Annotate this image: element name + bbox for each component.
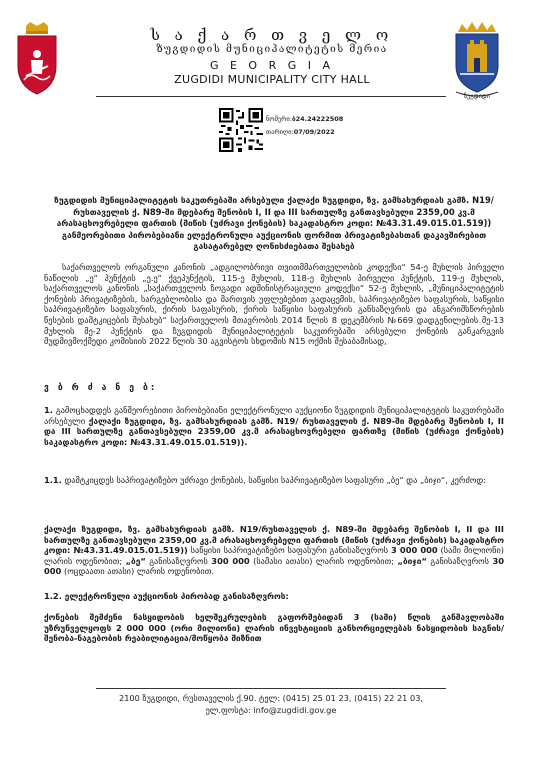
deposit-label: „ბე“: [125, 555, 146, 566]
coat-caption: ზუგდიდი: [464, 93, 490, 100]
item-1-2-text: ქონების შემძენი ნასყიდობის ხელშეკრულების გაფორმებიდან 3 (სამი) წლის განმავლობაში უზრუნველყოფს 2 000 000 (ორი მილიონი) ლარის ინვესტიციის განხორციელებას ნასყიდობის საგნის/შენობა-ნაგებობის რეაბილიტაცია/მოწყობა მიზნით: [44, 612, 504, 644]
footer-email: ელ.ფოსტა: info@zugdidi.gov.ge: [205, 705, 337, 715]
item-1-paragraph: [44, 405, 504, 447]
header-georgian-office: ზუგდიდის მუნიციპალიტეტის მერია: [156, 44, 388, 55]
header-divider: [96, 96, 446, 97]
footer-divider: [96, 688, 446, 689]
document-meta: [266, 113, 343, 139]
step-amount: 30 000: [44, 555, 504, 577]
detail-text-2: (სამი მილიონი) ლარის ოდენობით;: [44, 545, 504, 566]
start-price: 3 000 000: [391, 545, 438, 556]
item-1-lead: გამოცხადდეს განმეორებითი პირობებიანი ელექტრონული აუქციონი ზუგდიდის მუნიციპალიტეტის საკუთრებაში არსებული: [44, 405, 504, 426]
resolve-heading: ვ ბ რ ძ ა ნ ე ბ:: [44, 383, 158, 393]
document-number: [266, 113, 343, 126]
detail-text-3: განისაზღვროს: [145, 555, 212, 566]
document-date-label: თარიღი:: [266, 128, 294, 136]
document-number-label: ნომერი:: [266, 115, 292, 123]
document-date-value: 07/09/2022: [293, 128, 335, 136]
item-1-2-heading: 1.2. ელექტრონული აუქციონის პირობად განისაზღვროს:: [44, 591, 289, 601]
item-1-1-number: 1.1.: [44, 475, 62, 485]
order-title: ზუგდიდის მუნიციპალიტეტის საკუთრებაში არსებული ქალაქი ზუგდიდი, ზვ. გამსახურდიას გამზ. N19/რუსთაველის ქ. N89-ში მდებარე შენობის I, II და III სართულზე განთავსებული 2359,00 კვ.მ არასაცხოვრებელი ფართის (მიწის (უძრავი ქონების) საკადასტრო კოდი: №43.31.49.015.01.519)) განმეორებითი პირობებიანი ელექტრონული აუქციონის ფორმით პრივატიზებასთან დაკავშირებით გასატარებელ ღონისძიებათა შესახებ: [54, 195, 494, 251]
item-1-1-paragraph: [44, 475, 504, 486]
header-georgian-country: ს ა ქ ა რ თ ვ ე ლ ო: [150, 26, 394, 44]
document-date: [266, 126, 343, 139]
intro-paragraph: საქართველოს ორგანული კანონის „ადგილობრივი თვითმმართველობის კოდექსი“ 54-ე მუხლის პირველი ნაწილის „ე“ პუნქტის „ე.ე“ ქვეპუნქტის, 115-ე მუხლის, 118-ე მუხლის პირველი პუნქტის, 119-ე მუხლის, საქართველოს კანონის „საქართველოს ზოგადი ადმინისტრაციული კოდექსი“ 52-ე მუხლის, „მუნიციპალიტეტის ქონების პრივატიზების, სარგებლობისა და მართვის უფლებებით გადაცემის, საპრივატიზებო საფასურის, საწყისი საპრივატიზებო საფასურის, ქირის საფასურის, ქირის საწყისი საფასურის განსაზღვრის და ანგარიშსწორების წესების დამტკიცების შესახებ“ საქართველოს მთავრობის 2014 წლის 8 დეკემბრის №669 დადგენილების მე-13 მუხლის მე-2 პუნქტის და ზუგდიდის მუნიციპალიტეტის საკუთრებაში არსებული ქონების განკარგვის მუდმივმოქმედი კომისიის 2022 წლის 30 აგვისტოს სხდომის N15 ოქმის შესაბამისად,: [44, 262, 504, 347]
qr-code-icon: [219, 108, 263, 152]
detail-text-4: (სამასი ათასი) ლარის ოდენობით;: [249, 555, 398, 566]
zugdidi-coat-of-arms-icon: [450, 22, 504, 100]
header-english-country: G E O R G I A: [209, 59, 335, 72]
deposit-amount: 300 000: [211, 555, 250, 566]
header-english-office: ZUGDIDI MUNICIPALITY CITY HALL: [174, 73, 370, 86]
step-label: „ბიჯი“: [397, 555, 427, 566]
detail-text-1: საწყისი საპრივატიზებო საფასური განისაზღვროს: [187, 545, 392, 556]
detail-text-5: განისაზღვროს: [426, 555, 493, 566]
item-1-1-text: დამტკიცდეს საპრივატიზებო უძრავი ქონების, საწყისი საპრივატიზებო საფასური „ბე“ და „ბიჯი“, კერძოდ:: [61, 475, 486, 485]
item-1-number: 1.: [44, 405, 53, 415]
document-number-value: ბ24.24222508: [291, 115, 344, 123]
footer-address: 2100 ზუგდიდი, რუსთაველის ქ.90. ტელ: (0415) 25 01 23, (0415) 22 21 03,: [118, 693, 424, 703]
item-1-1-detail-paragraph: [44, 524, 504, 577]
detail-property: ქალაქი ზუგდიდი, ზვ. გამსახურდიას გამზ. N19/რუსთაველის ქ. N89-ში მდებარე შენობის I, II და III სართულზე განთავსებული 2359,00 კვ.მ არასაცხოვრებელი ფართის (მიწის (უძრავი ქონების) საკადასტრო კოდი: №43.31.49.015.01.519)): [44, 524, 504, 556]
item-1-property: ქალაქი ზუგდიდი, ზვ. გამსახურდიას გამზ. N19/ რუსთაველის ქ. N89-ში მდებარე შენობის I, II და III სართულზე განთავსებული 2359,00 კვ.მ არასაცხოვრებელი ფართზე (მიწის (უძრავი ქონების) საკადასტრო კოდი: №43.31.49.015.01.519)).: [44, 415, 504, 447]
detail-text-6: (ოცდაათი ათასი) ლარის ოდენობით.: [61, 566, 214, 577]
georgia-coat-of-arms-icon: [14, 20, 60, 96]
